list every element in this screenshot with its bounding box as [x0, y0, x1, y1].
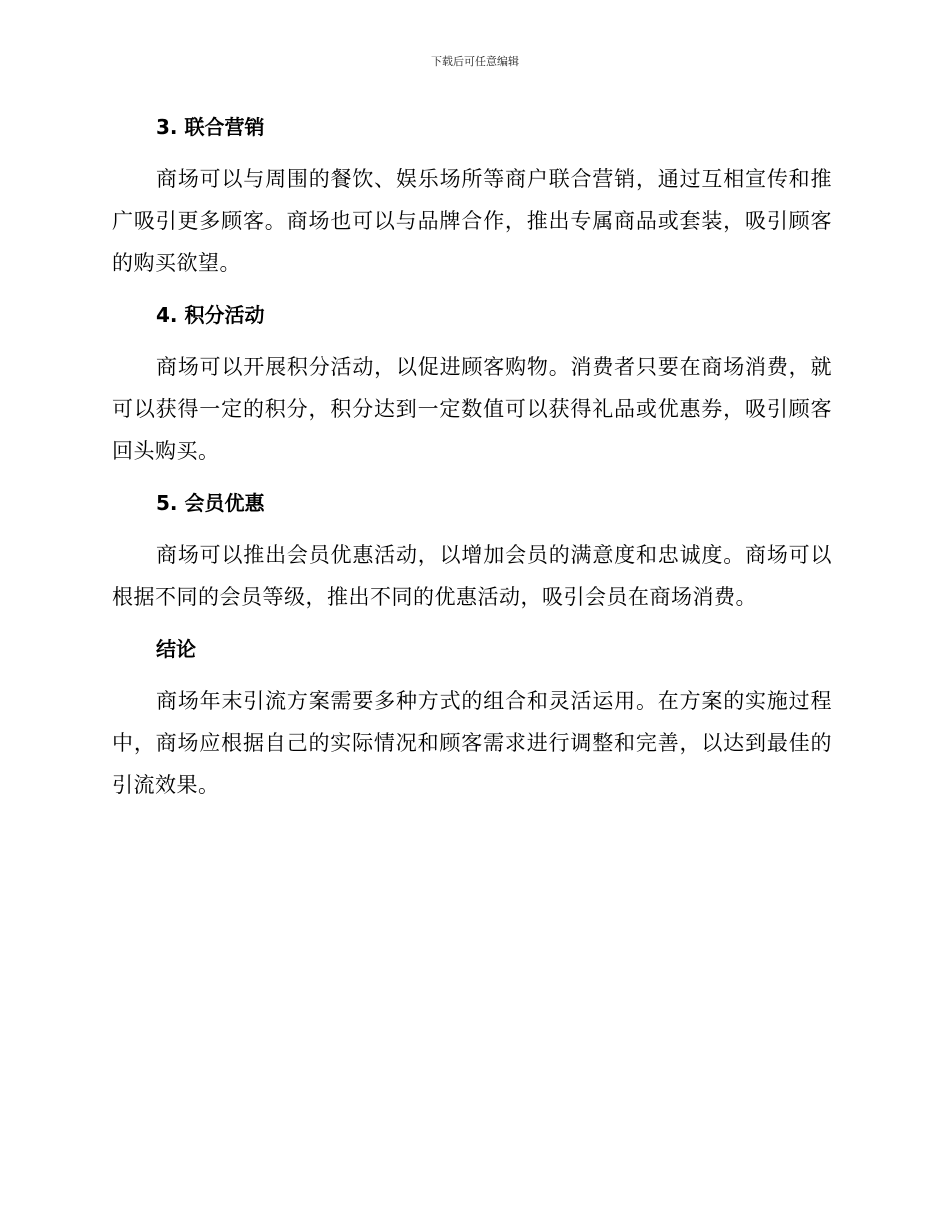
section-paragraph-member-discount: 商场可以推出会员优惠活动，以增加会员的满意度和忠诚度。商场可以根据不同的会员等级，推出不同的优惠活动，吸引会员在商场消费。 [112, 543, 832, 609]
section-paragraph-conclusion: 商场年末引流方案需要多种方式的组合和灵活运用。在方案的实施过程中，商场应根据自己的实际情况和顾客需求进行调整和完善，以达到最佳的引流效果。 [112, 689, 832, 797]
section-heading-conclusion: 结论 [156, 637, 196, 661]
page-header: 下载后可任意编辑 [431, 55, 519, 68]
section-paragraph-points-activity: 商场可以开展积分活动，以促进顾客购物。消费者只要在商场消费，就可以获得一定的积分，积分达到一定数值可以获得礼品或优惠券，吸引顾客回头购买。 [112, 355, 832, 463]
section-heading-joint-marketing: 3. 联合营销 [156, 115, 265, 139]
section-heading-points-activity: 4. 积分活动 [156, 303, 265, 327]
document-body [112, 110, 832, 820]
section-heading-member-discount: 5. 会员优惠 [156, 491, 265, 515]
section-paragraph-joint-marketing: 商场可以与周围的餐饮、娱乐场所等商户联合营销，通过互相宣传和推广吸引更多顾客。商场也可以与品牌合作，推出专属商品或套装，吸引顾客的购买欲望。 [112, 167, 832, 275]
